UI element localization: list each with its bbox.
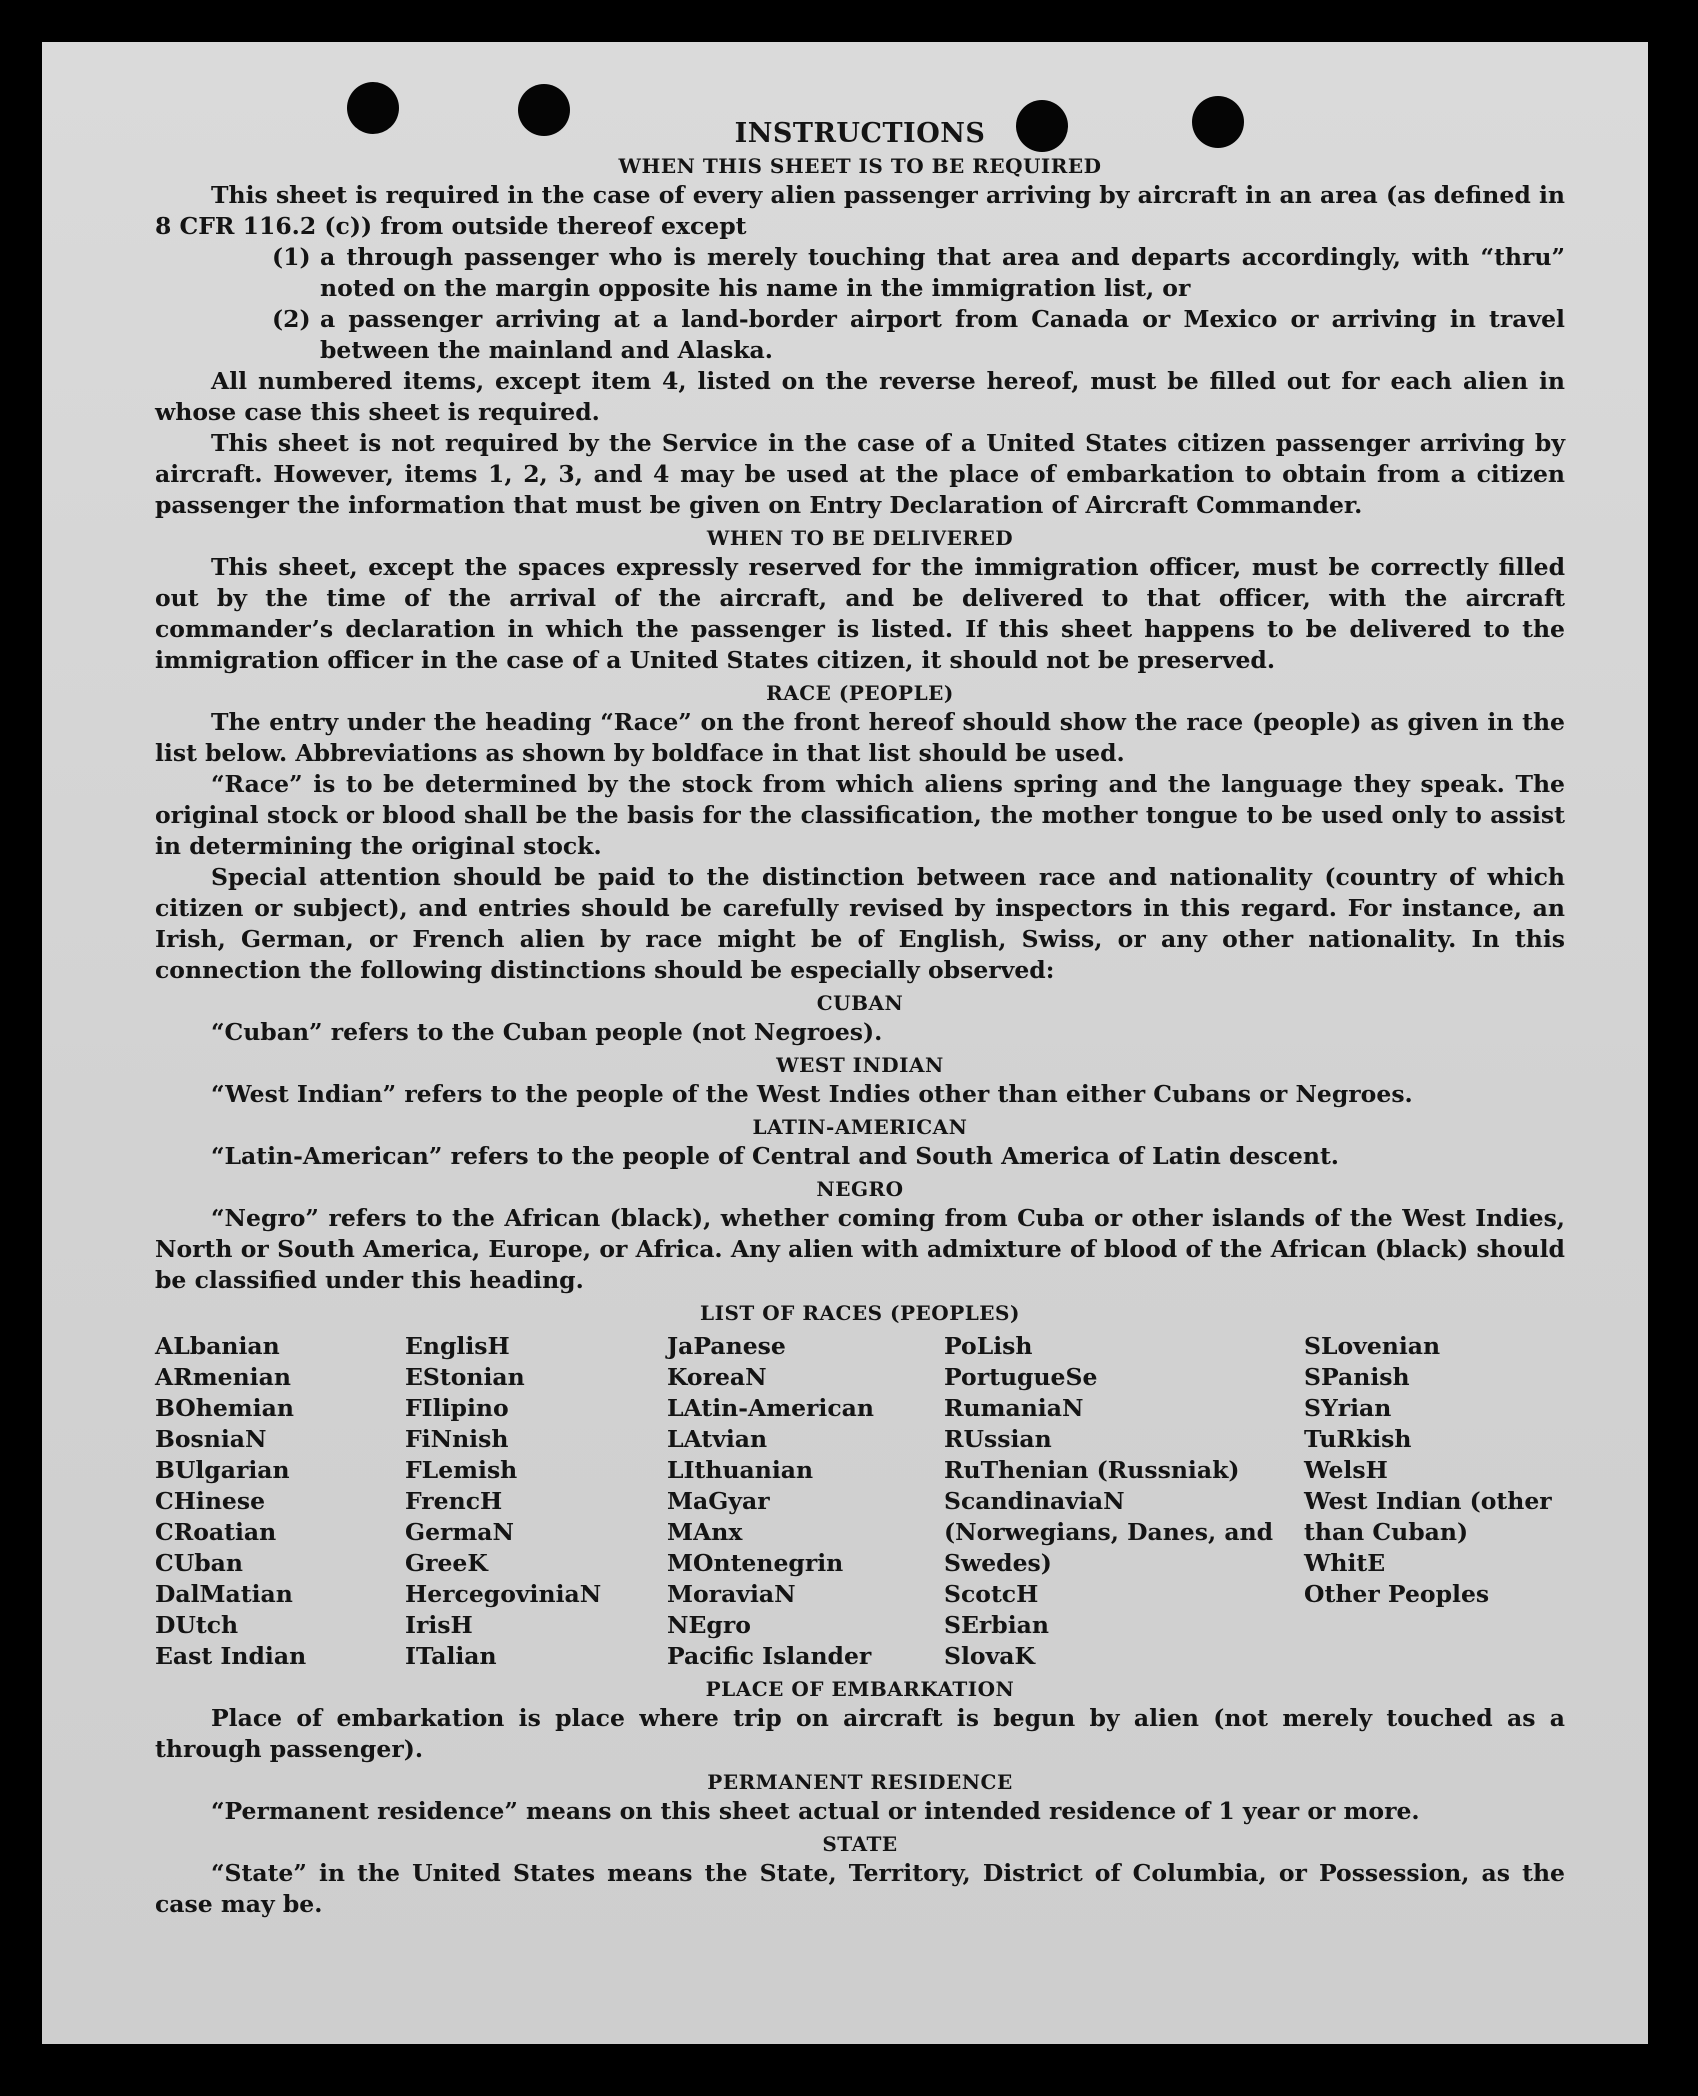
race-name: HercegoviniaN <box>405 1580 602 1608</box>
race-name: LAtvian <box>667 1425 768 1453</box>
race-name: RumaniaN <box>944 1394 1084 1422</box>
race-column <box>405 1331 667 1672</box>
latin-american-paragraph: “Latin-American” refers to the people of Central and South America of Latin descent. <box>211 1142 1339 1170</box>
required-intro: This sheet is required in the case of every alien passenger arriving by aircraft in an area (as defined in 8 CFR 116.2 (c)) from outside thereof except <box>155 181 1565 240</box>
race-name: SPanish <box>1304 1363 1410 1391</box>
race-name: ScandinaviaN (Norwegians, Danes, and Swedes) <box>944 1487 1274 1577</box>
race-name: SlovaK <box>944 1642 1035 1670</box>
race-name: BosniaN <box>155 1425 267 1453</box>
race-name: MoraviaN <box>667 1580 796 1608</box>
race-column <box>155 1331 405 1672</box>
race-name: IrisH <box>405 1611 473 1639</box>
item-number: (1) <box>272 243 311 271</box>
race-name: GermaN <box>405 1518 514 1546</box>
race-name: ARmenian <box>155 1363 291 1391</box>
race-name: CRoatian <box>155 1518 277 1546</box>
race-paragraph-3: Special attention should be paid to the distinction between race and nationality (country of which citizen or subject), and entries should be carefully revised by inspectors in this regard. For instance, an Irish, German, or French alien by race might be of English, Swiss, or any other nationality. In this connection the following distinctions should be especially observed: <box>155 863 1565 984</box>
item-number: (2) <box>272 305 311 333</box>
race-name: TuRkish <box>1304 1425 1412 1453</box>
items-filled-paragraph: All numbered items, except item 4, listed on the reverse hereof, must be filled out for each alien in whose case this sheet is required. <box>155 367 1565 426</box>
section-heading-west-indian: WEST INDIAN <box>776 1053 944 1077</box>
instructions-content <box>155 118 1565 1920</box>
race-name: DalMatian <box>155 1580 293 1608</box>
race-name: MOntenegrin <box>667 1549 844 1577</box>
race-name: GreeK <box>405 1549 488 1577</box>
section-heading-race: RACE (PEOPLE) <box>766 681 954 705</box>
race-name: KoreaN <box>667 1363 767 1391</box>
state-paragraph: “State” in the United States means the State, Territory, District of Columbia, or Possession, as the case may be. <box>155 1859 1565 1918</box>
race-column <box>944 1331 1304 1672</box>
race-name: FrencH <box>405 1487 503 1515</box>
race-name: ITalian <box>405 1642 497 1670</box>
race-name: FIlipino <box>405 1394 509 1422</box>
race-column <box>667 1331 944 1672</box>
section-heading-delivered: WHEN TO BE DELIVERED <box>706 526 1014 550</box>
race-name: CHinese <box>155 1487 266 1515</box>
residence-paragraph: “Permanent residence” means on this sheet actual or intended residence of 1 year or more. <box>211 1797 1420 1825</box>
race-name: ALbanian <box>155 1332 280 1360</box>
race-name: Pacific Islander <box>667 1642 872 1670</box>
race-name: RUssian <box>944 1425 1052 1453</box>
race-name: LAtin-American <box>667 1394 874 1422</box>
race-name: SErbian <box>944 1611 1049 1639</box>
page-title: INSTRUCTIONS <box>734 118 986 149</box>
race-name: FLemish <box>405 1456 518 1484</box>
exception-item <box>272 304 1565 366</box>
section-heading-latin-american: LATIN-AMERICAN <box>752 1115 968 1139</box>
delivered-paragraph: This sheet, except the spaces expressly reserved for the immigration officer, must be correctly filled out by the time of the arrival of the aircraft, and be delivered to that officer, with the aircraft commander’s declaration in which the passenger is listed. If this sheet happens to be delivered to the immigration officer in the case of a United States citizen, it should not be preserved. <box>155 553 1565 674</box>
race-name: PortugueSe <box>944 1363 1098 1391</box>
section-heading-state: STATE <box>822 1832 898 1856</box>
section-heading-cuban: CUBAN <box>816 991 904 1015</box>
race-name: BUlgarian <box>155 1456 290 1484</box>
race-list <box>155 1331 1565 1672</box>
item-text: a through passenger who is merely touching that area and departs accordingly, with “thru” noted on the margin opposite his name in the immigration list, or <box>320 243 1565 302</box>
race-name: DUtch <box>155 1611 239 1639</box>
race-name: WelsH <box>1304 1456 1388 1484</box>
section-heading-race-list: LIST OF RACES (PEOPLES) <box>700 1301 1020 1325</box>
race-name: CUban <box>155 1549 243 1577</box>
race-name: FiNnish <box>405 1425 509 1453</box>
race-name: ScotcH <box>944 1580 1039 1608</box>
race-name: NEgro <box>667 1611 751 1639</box>
exception-item <box>272 242 1565 304</box>
cuban-paragraph: “Cuban” refers to the Cuban people (not Negroes). <box>211 1018 883 1046</box>
race-name: EnglisH <box>405 1332 510 1360</box>
race-name: MAnx <box>667 1518 743 1546</box>
citizen-paragraph: This sheet is not required by the Service in the case of a United States citizen passenger arriving by aircraft. However, items 1, 2, 3, and 4 may be used at the place of embarkation to obtain from a citizen passenger the information that must be given on Entry Declaration of Aircraft Commander. <box>155 429 1565 519</box>
race-name: PoLish <box>944 1332 1033 1360</box>
section-heading-embarkation: PLACE OF EMBARKATION <box>705 1677 1015 1701</box>
embarkation-paragraph: Place of embarkation is place where trip on aircraft is begun by alien (not merely touched as a through passenger). <box>155 1704 1565 1763</box>
race-name: SLovenian <box>1304 1332 1441 1360</box>
race-name: BOhemian <box>155 1394 294 1422</box>
race-name: JaPanese <box>667 1332 786 1360</box>
negro-paragraph: “Negro” refers to the African (black), whether coming from Cuba or other islands of the West Indies, North or South America, Europe, or Africa. Any alien with admixture of blood of the African (black) should be classified under this heading. <box>155 1204 1565 1294</box>
item-text: a passenger arriving at a land-border airport from Canada or Mexico or arriving in travel between the mainland and Alaska. <box>320 305 1565 364</box>
race-name: LIthuanian <box>667 1456 814 1484</box>
race-name: West Indian (other than Cuban) <box>1304 1487 1552 1546</box>
race-name: SYrian <box>1304 1394 1392 1422</box>
race-name: MaGyar <box>667 1487 770 1515</box>
section-heading-residence: PERMANENT RESIDENCE <box>707 1770 1013 1794</box>
race-name: East Indian <box>155 1642 307 1670</box>
section-heading-required: WHEN THIS SHEET IS TO BE REQUIRED <box>618 154 1102 178</box>
west-indian-paragraph: “West Indian” refers to the people of the West Indies other than either Cubans or Negroes. <box>211 1080 1413 1108</box>
race-paragraph-1: The entry under the heading “Race” on the front hereof should show the race (people) as given in the list below. Abbreviations as shown by boldface in that list should be used. <box>155 708 1565 767</box>
race-name: EStonian <box>405 1363 525 1391</box>
race-name: Other Peoples <box>1304 1580 1490 1608</box>
race-name: WhitE <box>1304 1549 1386 1577</box>
section-heading-negro: NEGRO <box>816 1177 904 1201</box>
race-column <box>1304 1331 1564 1672</box>
race-paragraph-2: “Race” is to be determined by the stock from which aliens spring and the language they speak. The original stock or blood shall be the basis for the classification, the mother tongue to be used only to assist in determining the original stock. <box>155 770 1565 860</box>
race-name: RuThenian (Russniak) <box>944 1456 1240 1484</box>
